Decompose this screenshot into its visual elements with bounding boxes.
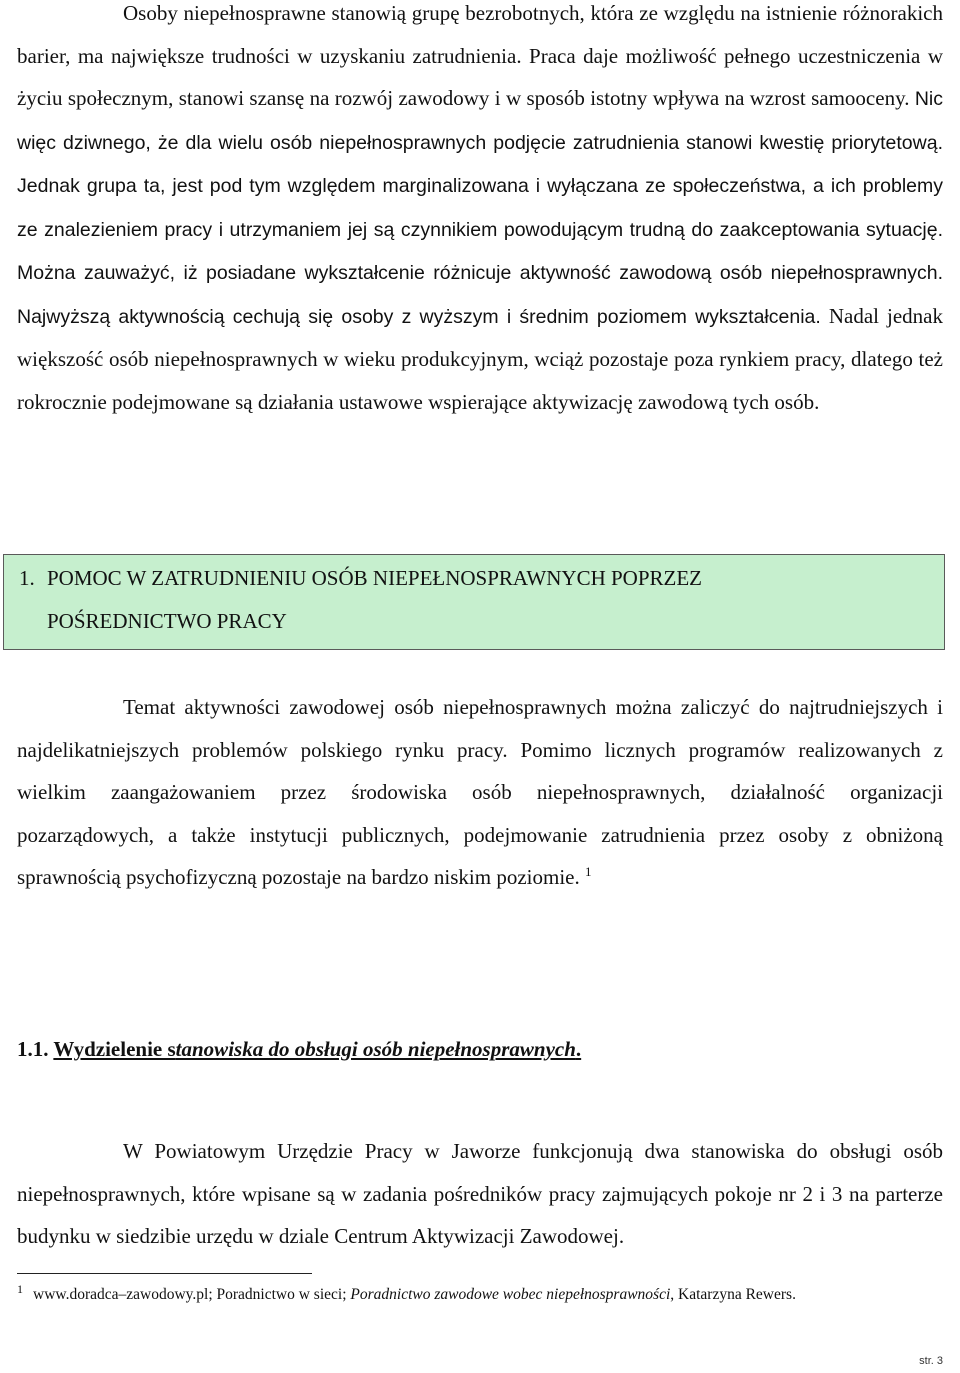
page-number: str. 3 <box>919 1355 943 1367</box>
subsection-number: 1.1. <box>17 1037 49 1061</box>
footnote-separator <box>17 1273 312 1274</box>
subsection-title-italic: tanowiska do obsługi osób niepełnosprawnych <box>175 1037 576 1061</box>
section-paragraph <box>17 686 943 899</box>
section-paragraph-text: Temat aktywności zawodowej osób niepełnosprawnych można zaliczyć do najtrudniejszych i najdelikatniejszych problemów polskiego rynku pracy. Pomimo licznych programów realizowanych z wielkim zaangażowaniem przez środowiska osób niepełnosprawnych, działalność organizacji pozarządowych, a także instytucji publicznych, podejmowanie zatrudnienia przez osoby z obniżoną sprawnością psychofizyczną pozostaje na bardzo niskim poziomie. <box>17 695 943 889</box>
footnote-reference: 1 <box>584 864 592 879</box>
section-heading-number: 1. <box>19 566 35 590</box>
intro-paragraph-part-a: Osoby niepełnosprawne stanowią grupę bezrobotnych, która ze względu na istnienie różnorakich barier, ma największe trudności w uzyskaniu zatrudnienia. Praca daje możliwość pełnego uczestniczenia w życiu społecznym, stanowi szansę na rozwój zawodowy i w sposób istotny wpływa na wzrost samooceny. <box>17 1 943 110</box>
subsection-heading <box>17 1028 581 1071</box>
intro-paragraph <box>17 0 943 423</box>
footnote-number: 1 <box>17 1282 23 1296</box>
footnote-text-italic: Poradnictwo zawodowe wobec niepełnosprawności <box>350 1286 671 1303</box>
section-heading-box <box>3 554 945 650</box>
footnote-text-a: www.doradca–zawodowy.pl; Poradnictwo w sieci; <box>33 1286 351 1303</box>
subsection-title-end: . <box>575 1037 582 1061</box>
section-heading <box>19 555 945 642</box>
subsection-paragraph: W Powiatowym Urzędzie Pracy w Jaworze funkcjonują dwa stanowiska do obsługi osób niepełnosprawnych, które wpisane są w zadania pośredników pracy zajmujących pokoje nr 2 i 3 na parterze budynku w siedzibie urzędu w dziale Centrum Aktywizacji Zawodowej. <box>17 1139 943 1248</box>
footnote <box>17 1283 943 1307</box>
intro-paragraph-part-b: Nic więc dziwnego, że dla wielu osób niepełnosprawnych podjęcie zatrudnienia stanowi kwestię priorytetową. Jednak grupa ta, jest pod tym względem marginalizowana i wyłączana ze społeczeństwa, a ich problemy ze znalezieniem pracy i utrzymaniem jej są czynnikiem powodującym trudną do zaakceptowania sytuację. Można zauważyć, iż posiadane wykształcenie różnicuje aktywność zawodową osób niepełnosprawnych. Najwyższą aktywnością cechują się osoby z wyższym i średnim poziomem wykształcenia. <box>17 88 943 328</box>
section-heading-line-2: POŚREDNICTWO PRACY <box>47 608 287 633</box>
footnote-text-b: , Katarzyna Rewers. <box>670 1286 796 1303</box>
subsection-title-plain: Wydzielenie s <box>53 1037 176 1061</box>
intro-paragraph-part-c: Nadal jednak większość osób niepełnosprawnych w wieku produkcyjnym, wciąż pozostaje poza rynkiem pracy, dlatego też rokrocznie podejmowane są działania ustawowe wspierające aktywizację zawodową tych osób. <box>17 303 943 414</box>
section-heading-line-1: POMOC W ZATRUDNIENIU OSÓB NIEPEŁNOSPRAWNYCH POPRZEZ <box>47 566 702 590</box>
